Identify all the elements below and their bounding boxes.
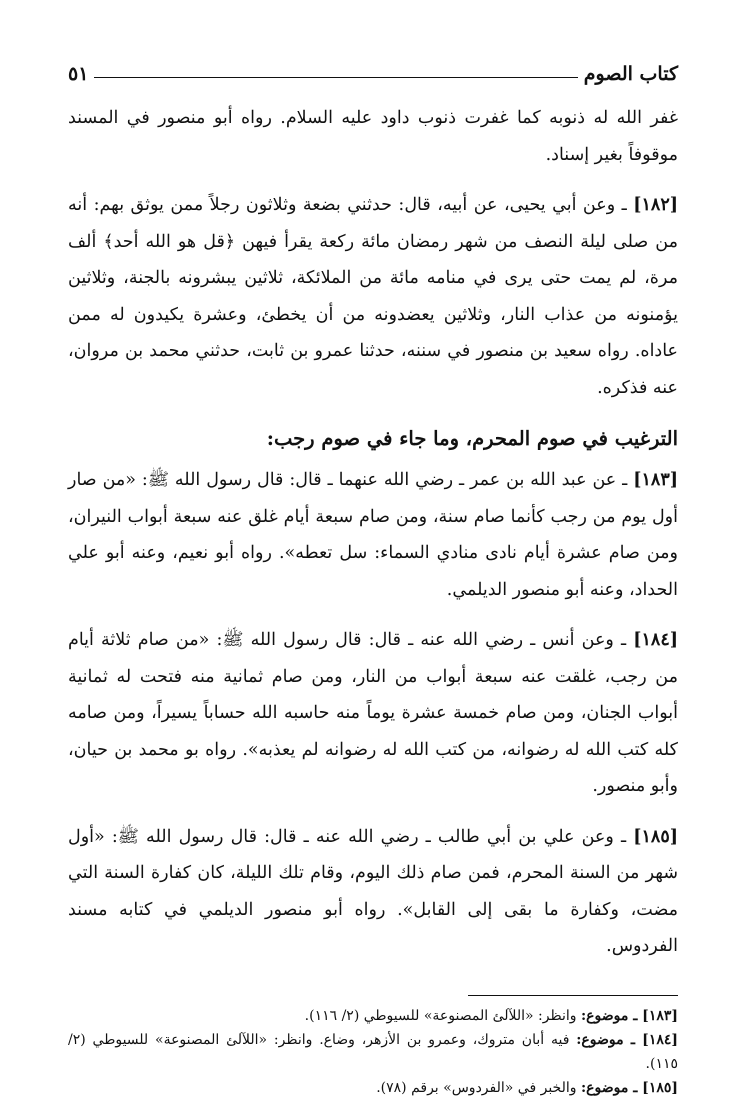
hadith-184 xyxy=(68,622,678,805)
hadith-185 xyxy=(68,819,678,965)
hadith-number-183: [١٨٣] xyxy=(633,470,678,490)
hadith-183 xyxy=(68,462,678,608)
running-title: كتاب الصوم xyxy=(583,63,678,85)
hadith-text-182: ـ وعن أبي يحيى، عن أبيه، قال: حدثني بضعة وثلاثون رجلاً ممن يوثق بهم: أنه من صلى ليلة النصف من شهر رمضان مائة ركعة يقرأ فيهن ﴿قل هو الله أحد﴾ ألف مرة، لم يمت حتى يرى في منامه مائة من الملائكة، ثلاثين يبشرونه بالجنة، وثلاثين يؤمنونه من عذاب النار، وثلاثين يعضدونه من أن يخطئ، وعشرة يكيدون له ممن عاداه. رواه سعيد بن منصور في سننه، حدثنا عمرو بن ثابت، حدثني محمد بن مروان، عنه فذكره. xyxy=(68,195,678,398)
continuation-paragraph xyxy=(68,100,678,173)
footnote-text-185: والخبر في «الفردوس» برقم (٧٨). xyxy=(376,1079,581,1096)
header-rule xyxy=(94,77,577,78)
footnote-rule xyxy=(468,995,678,996)
page-number: ٥١ xyxy=(68,63,89,85)
footnote-text-183: وانظر: «اللآلئ المصنوعة» للسيوطي (٢/ ١١٦). xyxy=(304,1007,581,1024)
footnote-183 xyxy=(68,1004,678,1028)
hadith-number-182: [١٨٢] xyxy=(633,195,678,215)
continuation-text: غفر الله له ذنوبه كما غفرت ذنوب داود عليه السلام. رواه أبو منصور في المسند موقوفاً بغير إسناد. xyxy=(68,108,678,165)
footnote-label-183: [١٨٣] ـ موضوع: xyxy=(580,1007,678,1024)
section-heading: الترغيب في صوم المحرم، وما جاء في صوم رجب: xyxy=(266,427,678,450)
hadith-number-185: [١٨٥] xyxy=(633,826,678,847)
hadith-text-185: ـ وعن علي بن أبي طالب ـ رضي الله عنه ـ قال: قال رسول الله ﷺ: «أول شهر من السنة المحرم، فمن صام ذلك اليوم، وقام تلك الليلة، كان كفارة السنة التي مضت، وكفارة ما بقى إلى القابل». رواه أبو منصور الديلمي في كتابه مسند الفردوس. xyxy=(68,826,678,956)
footnote-label-184: [١٨٤] ـ موضوع: xyxy=(576,1031,678,1048)
footnote-label-185: [١٨٥] ـ موضوع: xyxy=(580,1079,678,1096)
hadith-182 xyxy=(68,187,678,406)
footnote-184 xyxy=(68,1028,678,1076)
hadith-text-184: ـ وعن أنس ـ رضي الله عنه ـ قال: قال رسول الله ﷺ: «من صام ثلاثة أيام من رجب، غلقت عنه سبعة أبواب من النار، ومن صام ثمانية منه فتحت له ثمانية أبواب الجنان، ومن صام خمسة عشرة يوماً منه حاسبه الله حساباً يسيراً، ومن صامه كله كتب الله له رضوانه، من كتب الله له رضوانه لم يعذبه». رواه بو محمد بن حيان، وأبو منصور. xyxy=(68,630,678,796)
page-header xyxy=(68,60,678,88)
hadith-number-184: [١٨٤] xyxy=(633,630,678,650)
footnote-text-184: فيه أبان متروك، وعمرو بن الأزهر، وضاع. وانظر: «اللآلئ المصنوعة» للسيوطي (٢/ ١١٥). xyxy=(68,1031,678,1072)
footnote-185 xyxy=(68,1076,678,1100)
book-page xyxy=(68,60,678,1096)
footnotes xyxy=(68,995,678,1100)
hadith-text-183: ـ عن عبد الله بن عمر ـ رضي الله عنهما ـ قال: قال رسول الله ﷺ: «من صار أول يوم من رجب كأنما صام سنة، ومن صام سبعة أيام غلق عنه سبعة أبواب النيران، ومن صام عشرة أيام نادى منادي السماء: سل تعطه». رواه أبو نعيم، وعنه أبو علي الحداد، وعنه أبو منصور الديلمي. xyxy=(68,470,678,600)
